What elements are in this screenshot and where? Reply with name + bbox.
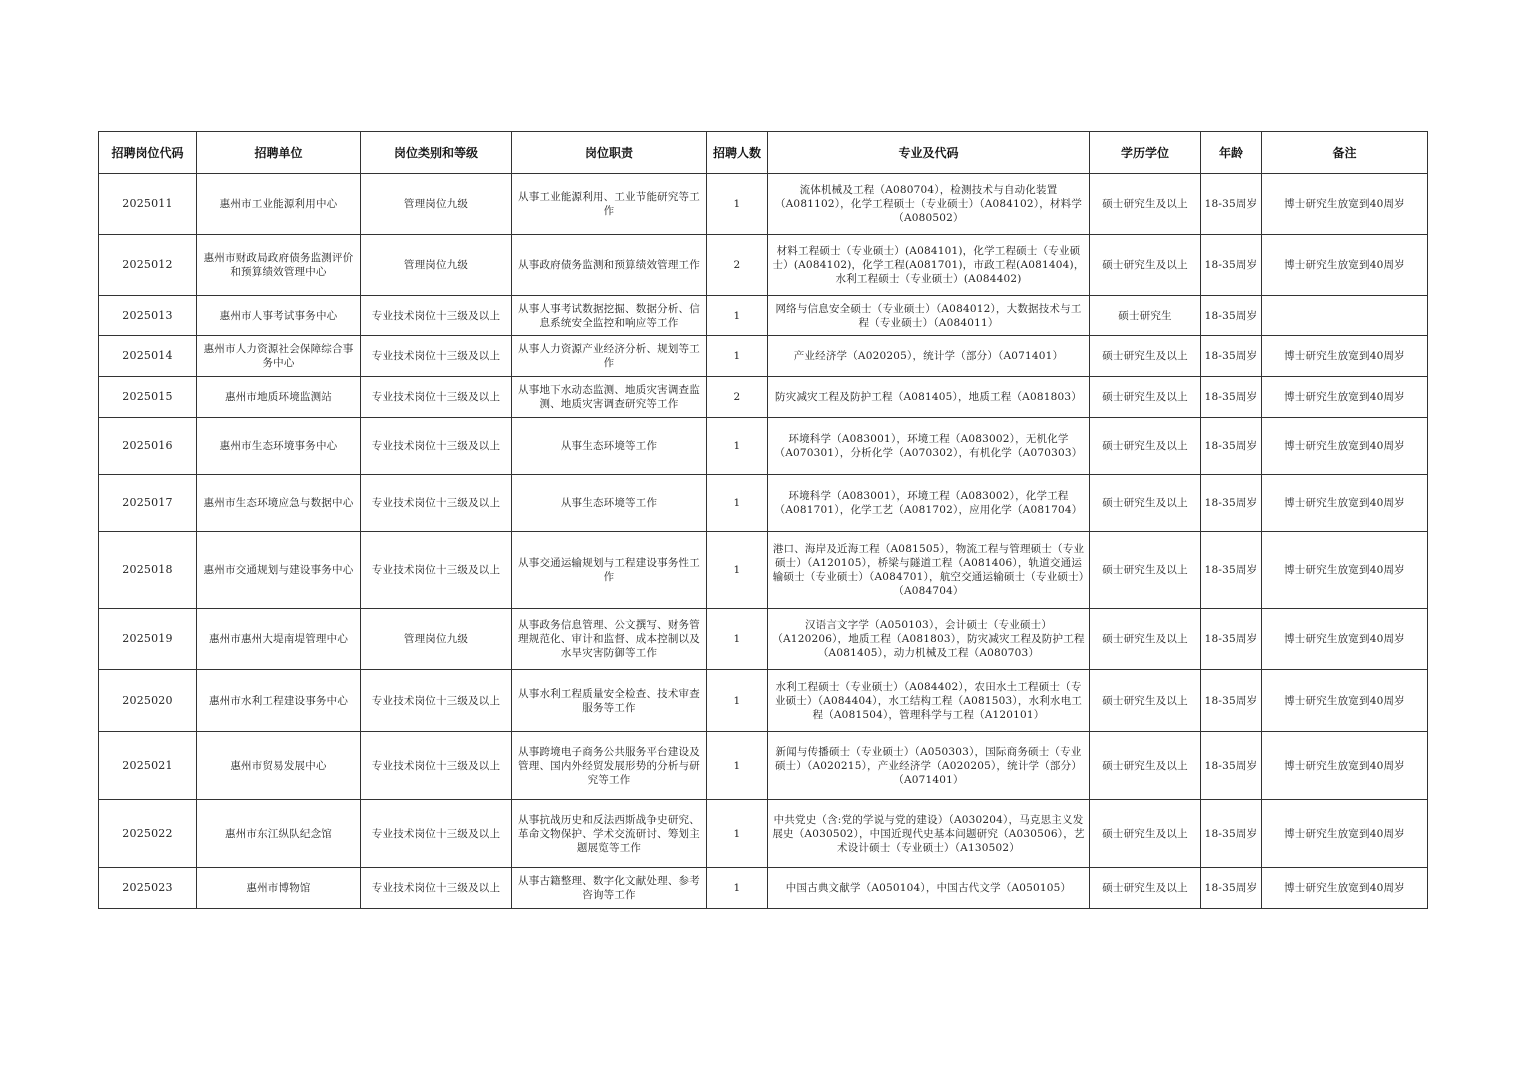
cell-count: 1 [707, 475, 768, 532]
header-count: 招聘人数 [707, 132, 768, 174]
table-row [99, 609, 1428, 670]
cell-duty: 从事人力资源产业经济分析、规划等工作 [512, 336, 707, 377]
cell-degree: 硕士研究生及以上 [1090, 532, 1201, 609]
cell-age: 18-35周岁 [1201, 532, 1262, 609]
cell-age: 18-35周岁 [1201, 174, 1262, 235]
table-row [99, 475, 1428, 532]
header-code: 招聘岗位代码 [99, 132, 197, 174]
cell-degree: 硕士研究生及以上 [1090, 732, 1201, 800]
cell-remark: 博士研究生放宽到40周岁 [1262, 732, 1428, 800]
cell-unit: 惠州市地质环境监测站 [197, 377, 361, 418]
cell-unit: 惠州市水利工程建设事务中心 [197, 670, 361, 732]
cell-code: 2025021 [99, 732, 197, 800]
cell-major: 流体机械及工程（A080704），检测技术与自动化装置（A081102），化学工程硕士（专业硕士）（A084102），材料学（A080502） [768, 174, 1090, 235]
table-row [99, 732, 1428, 800]
cell-age: 18-35周岁 [1201, 670, 1262, 732]
cell-major: 中共党史（含:党的学说与党的建设）（A030204），马克思主义发展史（A030502），中国近现代史基本问题研究（A030506），艺术设计硕士（专业硕士）（A130502） [768, 800, 1090, 868]
cell-unit: 惠州市人事考试事务中心 [197, 296, 361, 336]
header-age: 年龄 [1201, 132, 1262, 174]
cell-category: 管理岗位九级 [361, 235, 512, 296]
cell-major: 水利工程硕士（专业硕士）（A084402），农田水土工程硕士（专业硕士）（A084404），水工结构工程（A081503），水利水电工程（A081504），管理科学与工程（A120101） [768, 670, 1090, 732]
table-row [99, 235, 1428, 296]
cell-code: 2025023 [99, 868, 197, 909]
cell-remark: 博士研究生放宽到40周岁 [1262, 800, 1428, 868]
cell-category: 专业技术岗位十三级及以上 [361, 868, 512, 909]
cell-code: 2025012 [99, 235, 197, 296]
cell-duty: 从事生态环境等工作 [512, 475, 707, 532]
cell-major: 环境科学（A083001），环境工程（A083002），化学工程（A081701），化学工艺（A081702），应用化学（A081704） [768, 475, 1090, 532]
cell-degree: 硕士研究生及以上 [1090, 174, 1201, 235]
cell-degree: 硕士研究生 [1090, 296, 1201, 336]
table-row [99, 670, 1428, 732]
cell-age: 18-35周岁 [1201, 800, 1262, 868]
header-duty: 岗位职责 [512, 132, 707, 174]
cell-code: 2025020 [99, 670, 197, 732]
cell-category: 专业技术岗位十三级及以上 [361, 475, 512, 532]
cell-duty: 从事生态环境等工作 [512, 418, 707, 475]
cell-age: 18-35周岁 [1201, 732, 1262, 800]
cell-unit: 惠州市生态环境事务中心 [197, 418, 361, 475]
cell-count: 1 [707, 336, 768, 377]
cell-degree: 硕士研究生及以上 [1090, 377, 1201, 418]
cell-category: 专业技术岗位十三级及以上 [361, 296, 512, 336]
cell-duty: 从事政务信息管理、公文撰写、财务管理规范化、审计和监督、成本控制以及水旱灾害防御等工作 [512, 609, 707, 670]
cell-code: 2025014 [99, 336, 197, 377]
cell-remark: 博士研究生放宽到40周岁 [1262, 609, 1428, 670]
cell-unit: 惠州市贸易发展中心 [197, 732, 361, 800]
table-header-row [99, 132, 1428, 174]
cell-unit: 惠州市人力资源社会保障综合事务中心 [197, 336, 361, 377]
cell-count: 1 [707, 609, 768, 670]
header-category: 岗位类别和等级 [361, 132, 512, 174]
cell-code: 2025011 [99, 174, 197, 235]
cell-remark: 博士研究生放宽到40周岁 [1262, 377, 1428, 418]
cell-age: 18-35周岁 [1201, 609, 1262, 670]
table-row [99, 336, 1428, 377]
cell-remark: 博士研究生放宽到40周岁 [1262, 174, 1428, 235]
cell-count: 2 [707, 377, 768, 418]
cell-duty: 从事抗战历史和反法西斯战争史研究、革命文物保护、学术交流研讨、筹划主题展览等工作 [512, 800, 707, 868]
cell-count: 1 [707, 868, 768, 909]
cell-remark: 博士研究生放宽到40周岁 [1262, 235, 1428, 296]
cell-degree: 硕士研究生及以上 [1090, 670, 1201, 732]
cell-code: 2025022 [99, 800, 197, 868]
cell-degree: 硕士研究生及以上 [1090, 336, 1201, 377]
cell-count: 1 [707, 418, 768, 475]
cell-unit: 惠州市博物馆 [197, 868, 361, 909]
cell-count: 2 [707, 235, 768, 296]
header-remark: 备注 [1262, 132, 1428, 174]
cell-age: 18-35周岁 [1201, 336, 1262, 377]
table-row [99, 296, 1428, 336]
table-row [99, 868, 1428, 909]
cell-duty: 从事地下水动态监测、地质灾害调查监测、地质灾害调查研究等工作 [512, 377, 707, 418]
cell-code: 2025018 [99, 532, 197, 609]
cell-major: 材料工程硕士（专业硕士）(A084101)，化学工程硕士（专业硕士）(A084102)，化学工程(A081701)，市政工程(A081404)，水利工程硕士（专业硕士）(A084402) [768, 235, 1090, 296]
cell-count: 1 [707, 174, 768, 235]
cell-category: 专业技术岗位十三级及以上 [361, 336, 512, 377]
cell-major: 防灾减灾工程及防护工程（A081405），地质工程（A081803） [768, 377, 1090, 418]
cell-major: 中国古典文献学（A050104），中国古代文学（A050105） [768, 868, 1090, 909]
cell-duty: 从事工业能源利用、工业节能研究等工作 [512, 174, 707, 235]
cell-code: 2025016 [99, 418, 197, 475]
cell-count: 1 [707, 532, 768, 609]
cell-age: 18-35周岁 [1201, 475, 1262, 532]
cell-code: 2025015 [99, 377, 197, 418]
cell-code: 2025017 [99, 475, 197, 532]
cell-remark: 博士研究生放宽到40周岁 [1262, 670, 1428, 732]
cell-count: 1 [707, 732, 768, 800]
cell-remark: 博士研究生放宽到40周岁 [1262, 475, 1428, 532]
cell-degree: 硕士研究生及以上 [1090, 868, 1201, 909]
cell-remark: 博士研究生放宽到40周岁 [1262, 532, 1428, 609]
cell-duty: 从事水利工程质量安全检查、技术审查服务等工作 [512, 670, 707, 732]
cell-unit: 惠州市生态环境应急与数据中心 [197, 475, 361, 532]
recruitment-table [98, 131, 1428, 909]
cell-degree: 硕士研究生及以上 [1090, 475, 1201, 532]
cell-major: 汉语言文字学（A050103），会计硕士（专业硕士）（A120206），地质工程（A081803），防灾减灾工程及防护工程（A081405），动力机械及工程（A080703） [768, 609, 1090, 670]
table-row [99, 377, 1428, 418]
recruitment-table-sheet [98, 131, 1427, 909]
cell-major: 港口、海岸及近海工程（A081505），物流工程与管理硕士（专业硕士）（A120105），桥梁与隧道工程（A081406），轨道交通运输硕士（专业硕士）（A084701），航空交通运输硕士（专业硕士）（A084704） [768, 532, 1090, 609]
cell-category: 专业技术岗位十三级及以上 [361, 532, 512, 609]
cell-degree: 硕士研究生及以上 [1090, 418, 1201, 475]
cell-degree: 硕士研究生及以上 [1090, 800, 1201, 868]
cell-major: 产业经济学（A020205），统计学（部分）（A071401） [768, 336, 1090, 377]
header-major: 专业及代码 [768, 132, 1090, 174]
cell-count: 1 [707, 800, 768, 868]
cell-unit: 惠州市东江纵队纪念馆 [197, 800, 361, 868]
cell-unit: 惠州市工业能源利用中心 [197, 174, 361, 235]
cell-category: 专业技术岗位十三级及以上 [361, 418, 512, 475]
cell-major: 环境科学（A083001），环境工程（A083002），无机化学（A070301），分析化学（A070302），有机化学（A070303） [768, 418, 1090, 475]
cell-degree: 硕士研究生及以上 [1090, 235, 1201, 296]
cell-unit: 惠州市惠州大堤南堤管理中心 [197, 609, 361, 670]
cell-code: 2025019 [99, 609, 197, 670]
cell-unit: 惠州市交通规划与建设事务中心 [197, 532, 361, 609]
cell-duty: 从事跨境电子商务公共服务平台建设及管理、国内外经贸发展形势的分析与研究等工作 [512, 732, 707, 800]
cell-major: 新闻与传播硕士（专业硕士）（A050303），国际商务硕士（专业硕士）（A020215），产业经济学（A020205），统计学（部分）（A071401） [768, 732, 1090, 800]
table-row [99, 532, 1428, 609]
cell-duty: 从事人事考试数据挖掘、数据分析、信息系统安全监控和响应等工作 [512, 296, 707, 336]
table-row [99, 800, 1428, 868]
cell-count: 1 [707, 670, 768, 732]
cell-duty: 从事交通运输规划与工程建设事务性工作 [512, 532, 707, 609]
cell-major: 网络与信息安全硕士（专业硕士）（A084012），大数据技术与工程（专业硕士）（A084011） [768, 296, 1090, 336]
cell-age: 18-35周岁 [1201, 418, 1262, 475]
cell-category: 专业技术岗位十三级及以上 [361, 670, 512, 732]
cell-remark [1262, 296, 1428, 336]
cell-category: 专业技术岗位十三级及以上 [361, 732, 512, 800]
table-row [99, 174, 1428, 235]
header-degree: 学历学位 [1090, 132, 1201, 174]
cell-count: 1 [707, 296, 768, 336]
cell-unit: 惠州市财政局政府债务监测评价和预算绩效管理中心 [197, 235, 361, 296]
cell-duty: 从事古籍整理、数字化文献处理、参考咨询等工作 [512, 868, 707, 909]
cell-age: 18-35周岁 [1201, 296, 1262, 336]
header-unit: 招聘单位 [197, 132, 361, 174]
cell-remark: 博士研究生放宽到40周岁 [1262, 868, 1428, 909]
cell-remark: 博士研究生放宽到40周岁 [1262, 418, 1428, 475]
cell-remark: 博士研究生放宽到40周岁 [1262, 336, 1428, 377]
cell-duty: 从事政府债务监测和预算绩效管理工作 [512, 235, 707, 296]
cell-category: 管理岗位九级 [361, 174, 512, 235]
cell-age: 18-35周岁 [1201, 235, 1262, 296]
table-row [99, 418, 1428, 475]
cell-age: 18-35周岁 [1201, 377, 1262, 418]
cell-category: 管理岗位九级 [361, 609, 512, 670]
cell-code: 2025013 [99, 296, 197, 336]
cell-category: 专业技术岗位十三级及以上 [361, 377, 512, 418]
cell-age: 18-35周岁 [1201, 868, 1262, 909]
cell-category: 专业技术岗位十三级及以上 [361, 800, 512, 868]
cell-degree: 硕士研究生及以上 [1090, 609, 1201, 670]
